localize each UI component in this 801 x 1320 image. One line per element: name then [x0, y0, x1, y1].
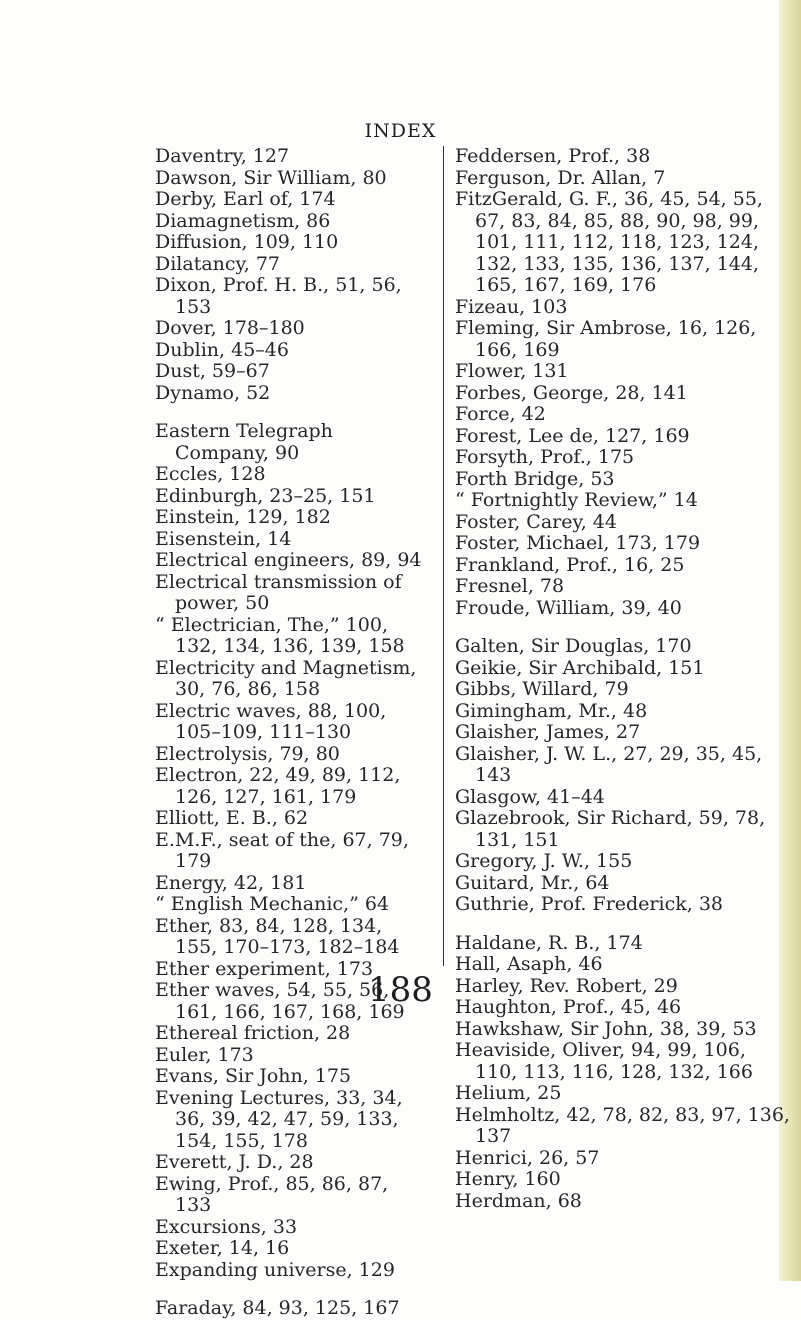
index-entry: Glazebrook, Sir Richard, 59, 78, 131, 151 — [455, 807, 766, 851]
index-entry: Harley, Rev. Robert, 29 — [455, 974, 678, 997]
index-entry: Dawson, Sir William, 80 — [155, 166, 387, 189]
index-entry: Excursions, 33 — [155, 1215, 298, 1238]
index-letter-group — [155, 1298, 425, 1320]
index-entry: Everett, J. D., 28 — [155, 1151, 314, 1173]
index-entry: Exeter, 14, 16 — [155, 1237, 290, 1259]
index-entry: “ English Mechanic,” 64 — [155, 893, 390, 915]
index-entry: Diffusion, 109, 110 — [155, 231, 339, 253]
index-entry: Ether, 83, 84, 128, 134, 155, 170–173, 182–184 — [155, 914, 400, 958]
index-entry: Daventry, 127 — [155, 145, 290, 167]
index-entry: Frankland, Prof., 16, 25 — [455, 553, 685, 576]
index-entry: Glaisher, James, 27 — [455, 721, 641, 743]
index-entry: Heaviside, Oliver, 94, 99, 106, 110, 113, 116, 128, 132, 166 — [455, 1039, 753, 1083]
index-entry: Guitard, Mr., 64 — [455, 871, 610, 894]
index-entry: Galten, Sir Douglas, 170 — [455, 635, 692, 657]
index-entry: Electrical engineers, 89, 94 — [155, 549, 422, 571]
index-entry: Glaisher, J. W. L., 27, 29, 35, 45, 143 — [455, 742, 763, 786]
index-entry: Electrolysis, 79, 80 — [155, 742, 340, 765]
index-entry: Force, 42 — [455, 403, 546, 425]
index-entry: Flower, 131 — [455, 360, 569, 382]
index-entry: Hall, Asaph, 46 — [455, 953, 603, 975]
index-entry: Evans, Sir John, 175 — [155, 1065, 352, 1087]
index-entry: “ Fortnightly Review,” 14 — [455, 489, 698, 511]
index-entry: “ Electrician, The,” 100, 132, 134, 136, 139, 158 — [155, 613, 405, 657]
index-entry: Herdman, 68 — [455, 1189, 582, 1212]
index-column-right — [443, 145, 792, 1212]
index-entry: Ether waves, 54, 55, 56, 161, 166, 167, 168, 169 — [155, 979, 405, 1023]
index-entry: Evening Lectures, 33, 34, 36, 39, 42, 47, 59, 133, 154, 155, 178 — [155, 1086, 403, 1152]
index-entry: Electrical transmission of power, 50 — [155, 570, 402, 614]
index-entry: Foster, Michael, 173, 179 — [455, 532, 701, 554]
index-entry: Euler, 173 — [155, 1043, 254, 1066]
index-entry: Forth Bridge, 53 — [455, 467, 615, 490]
index-entry: Einstein, 129, 182 — [155, 506, 331, 528]
index-letter-group — [155, 421, 425, 1281]
index-entry: Gibbs, Willard, 79 — [455, 678, 629, 700]
index-entry: Dynamo, 52 — [155, 381, 271, 404]
page-number: 188 — [368, 970, 433, 1010]
index-entry: Henry, 160 — [455, 1168, 561, 1190]
index-entry: Forest, Lee de, 127, 169 — [455, 424, 690, 447]
index-entry: Fleming, Sir Ambrose, 16, 126, 166, 169 — [455, 317, 757, 361]
index-entry: Ewing, Prof., 85, 86, 87, 133 — [155, 1172, 389, 1216]
index-entry: Dixon, Prof. H. B., 51, 56, 153 — [155, 274, 402, 318]
index-entry: Ether experiment, 173 — [155, 957, 374, 980]
index-entry: Eastern Telegraph Company, 90 — [155, 420, 333, 464]
index-entry: Haldane, R. B., 174 — [455, 931, 643, 954]
index-entry: Fresnel, 78 — [455, 575, 565, 597]
index-entry: Feddersen, Prof., 38 — [455, 145, 651, 167]
index-entry: Edinburgh, 23–25, 151 — [155, 484, 376, 507]
index-entry: Dust, 59–67 — [155, 360, 270, 382]
index-entry: Gregory, J. W., 155 — [455, 850, 633, 872]
index-entry: Dilatancy, 77 — [155, 252, 281, 275]
index-entry: Diamagnetism, 86 — [155, 209, 331, 232]
index-entry: Electric waves, 88, 100, 105–109, 111–130 — [155, 699, 387, 743]
index-letter-group — [455, 146, 792, 619]
index-entry: Electricity and Magnetism, 30, 76, 86, 158 — [155, 656, 417, 700]
page-header: INDEX — [364, 120, 437, 142]
index-entry: FitzGerald, G. F., 36, 45, 54, 55, 67, 83, 84, 85, 88, 90, 98, 99, 101, 111, 112, 118, 123, 124, 132, 133, 135, 136, 137, 144, 165, 167, 169, 176 — [455, 188, 763, 296]
index-letter-group — [455, 636, 792, 916]
index-entry: Eccles, 128 — [155, 463, 266, 485]
index-entry: Guthrie, Prof. Frederick, 38 — [455, 893, 723, 915]
index-entry: Fizeau, 103 — [455, 295, 568, 318]
index-entry: Forbes, George, 28, 141 — [455, 381, 688, 404]
index-letter-group — [155, 146, 425, 404]
index-entry: Foster, Carey, 44 — [455, 510, 617, 533]
index-entry: Helium, 25 — [455, 1082, 562, 1104]
index-entry: Eisenstein, 14 — [155, 527, 292, 550]
index-entry: Henrici, 26, 57 — [455, 1146, 600, 1169]
index-entry: Faraday, 84, 93, 125, 167 — [155, 1297, 400, 1319]
index-entry: Froude, William, 39, 40 — [455, 596, 682, 619]
index-entry: Geikie, Sir Archibald, 151 — [455, 656, 705, 679]
index-entry: Forsyth, Prof., 175 — [455, 446, 635, 468]
index-entry: Derby, Earl of, 174 — [155, 188, 336, 210]
index-entry: Haughton, Prof., 45, 46 — [455, 996, 682, 1018]
index-entry: Gimingham, Mr., 48 — [455, 699, 648, 722]
index-entry: Glasgow, 41–44 — [455, 785, 605, 808]
index-entry: Dover, 178–180 — [155, 317, 305, 339]
index-entry: Electron, 22, 49, 89, 112, 126, 127, 161, 179 — [155, 764, 401, 808]
index-entry: Dublin, 45–46 — [155, 338, 289, 361]
index-entry: Helmholtz, 42, 78, 82, 83, 97, 136, 137 — [455, 1103, 790, 1147]
index-entry: Expanding universe, 129 — [155, 1258, 395, 1281]
index-entry: Energy, 42, 181 — [155, 871, 307, 894]
index-entry: Ethereal friction, 28 — [155, 1022, 351, 1044]
index-entry: Hawkshaw, Sir John, 38, 39, 53 — [455, 1017, 757, 1040]
index-entry: E.M.F., seat of the, 67, 79, 179 — [155, 828, 409, 872]
index-entry: Ferguson, Dr. Allan, 7 — [455, 166, 666, 189]
index-entry: Elliott, E. B., 62 — [155, 807, 309, 829]
